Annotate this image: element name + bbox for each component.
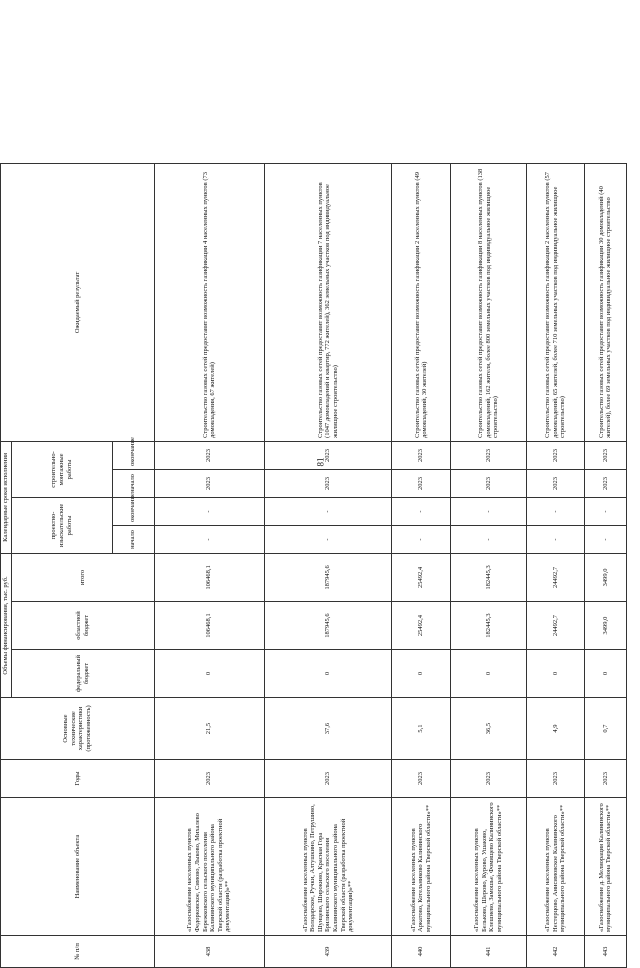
regional-budget: 106468,1 (154, 602, 264, 650)
header-total: итого (11, 553, 154, 601)
federal-budget: 0 (526, 650, 585, 698)
expected-result: Строительство газовых сетей предоставит возможность газификации 30 домовладений (40 жителей), более 69 земельных участков под индивидуальное жилищное строительство (585, 163, 626, 441)
design-start: - (154, 525, 264, 553)
row-length: 21,5 (154, 698, 264, 760)
row-number: 443 (585, 936, 626, 968)
design-start: - (392, 525, 451, 553)
construction-start: 2023 (526, 469, 585, 497)
regional-budget: 182445,3 (450, 602, 526, 650)
header-specs: Основные технические характеристики (протяженность) (1, 698, 155, 760)
row-number: 438 (154, 936, 264, 968)
header-number: № п/п (1, 936, 155, 968)
object-name: «Газоснабжение населенных пунктов Аркатово, Котельниково Калининского муниципального района Тверской области»** (392, 798, 451, 936)
total-budget: 25492,4 (392, 553, 451, 601)
construction-end: 2023 (526, 441, 585, 469)
projects-table (0, 163, 627, 968)
row-length: 0,7 (585, 698, 626, 760)
regional-budget: 187945,6 (264, 602, 392, 650)
construction-end: 2023 (392, 441, 451, 469)
header-terms: Календарные сроки исполнения (1, 441, 12, 553)
regional-budget: 25492,4 (392, 602, 451, 650)
design-end: - (264, 497, 392, 525)
header-constr-end: окончание (112, 441, 154, 469)
row-length: 5,1 (392, 698, 451, 760)
construction-end: 2023 (585, 441, 626, 469)
expected-result: Строительство газовых сетей предоставит возможность газификации 2 населенных пунктов (57 домовладений, 65 жителей, более 710 земельных участков под индивидуальное жилищное строительство) (526, 163, 585, 441)
header-constr-start: начало (112, 469, 154, 497)
federal-budget: 0 (392, 650, 451, 698)
construction-end: 2023 (264, 441, 392, 469)
object-name: «Газоснабжение д. Мелиорация Калининского муниципального района Тверской области»** (585, 798, 626, 936)
row-length: 36,5 (450, 698, 526, 760)
table-row (154, 163, 264, 967)
table-row (450, 163, 526, 967)
design-end: - (585, 497, 626, 525)
design-start: - (450, 525, 526, 553)
row-length: 37,6 (264, 698, 392, 760)
header-design-start: начало (112, 525, 154, 553)
design-start: - (526, 525, 585, 553)
header-funding: Объемы финансирования, тыс. руб. (1, 553, 12, 697)
header-years: Годы (1, 760, 155, 798)
design-end: - (392, 497, 451, 525)
construction-start: 2023 (392, 469, 451, 497)
total-budget: 24492,7 (526, 553, 585, 601)
design-end: - (450, 497, 526, 525)
row-number: 442 (526, 936, 585, 968)
design-start: - (264, 525, 392, 553)
expected-result: Строительство газовых сетей предоставит возможность газификации 4 населенных пунктов (73 домовладения, 67 жителей) (154, 163, 264, 441)
expected-result: Строительство газовых сетей предоставит возможность газификации 7 населенных пунктов (1047 домовладений и квартир, 772 жителей), 362 земельных участков под индивидуальное жилищное строительство) (264, 163, 392, 441)
rotated-table-wrapper (0, 168, 613, 968)
row-number: 441 (450, 936, 526, 968)
regional-budget: 3499,0 (585, 602, 626, 650)
total-budget: 106468,1 (154, 553, 264, 601)
row-year: 2023 (585, 760, 626, 798)
object-name: «Газоснабжение населенных пунктов Володарское, Ручки, Алтушкино, Петрушино, Шунцево, Широкино, Красная Гора Брилинского сельского поселения Калининского муниципального района Тверской области (разработка проектной документации)»** (264, 798, 392, 936)
federal-budget: 0 (264, 650, 392, 698)
table-row (264, 163, 392, 967)
row-number: 440 (392, 936, 451, 968)
header-design-end: окончание (112, 497, 154, 525)
header-construction: строительно-монтажные работы (11, 441, 112, 497)
construction-start: 2023 (450, 469, 526, 497)
expected-result: Строительство газовых сетей предоставит возможность газификации 8 населенных пунктов (138 домовладений, 162 жителя, более 800 земельных участков под индивидуальное жилищное строительство) (450, 163, 526, 441)
design-end: - (526, 497, 585, 525)
row-year: 2023 (154, 760, 264, 798)
table-row (392, 163, 451, 967)
row-year: 2023 (264, 760, 392, 798)
header-object-name: Наименование объекта (1, 798, 155, 936)
object-name: «Газоснабжение населенных пунктов Федорковское, Симово, Лыково, Михалево Бережковского сельского поселения Калининского муниципального района Тверской области (разработка проектной документации)»** (154, 798, 264, 936)
table-row (585, 163, 626, 967)
header-result: Ожидаемый результат (1, 163, 155, 441)
federal-budget: 0 (154, 650, 264, 698)
row-year: 2023 (526, 760, 585, 798)
federal-budget: 0 (450, 650, 526, 698)
construction-end: 2023 (154, 441, 264, 469)
row-year: 2023 (450, 760, 526, 798)
object-name: «Газоснабжение населенных пунктов Нестерцово, Анисимовское Калининского муниципального района Тверской области»** (526, 798, 585, 936)
header-design: проектно-изыскательские работы (11, 497, 112, 553)
total-budget: 3499,0 (585, 553, 626, 601)
object-name: «Газоснабжение населенных пунктов Бельково, Шерово, Курово, Ушаково, Клешнево, Замошье, Фомищево Калининского муниципального района Тверской области»** (450, 798, 526, 936)
total-budget: 182445,3 (450, 553, 526, 601)
regional-budget: 24492,7 (526, 602, 585, 650)
construction-start: 2023 (154, 469, 264, 497)
table-row (526, 163, 585, 967)
row-length: 4,9 (526, 698, 585, 760)
total-budget: 187945,6 (264, 553, 392, 601)
construction-start: 2023 (264, 469, 392, 497)
header-federal: федеральный бюджет (11, 650, 154, 698)
construction-start: 2023 (585, 469, 626, 497)
design-end: - (154, 497, 264, 525)
federal-budget: 0 (585, 650, 626, 698)
design-start: - (585, 525, 626, 553)
page-number: 81 (315, 457, 325, 467)
expected-result: Строительство газовых сетей предоставит возможность газификации 2 населенных пунктов (49 домовладений, 30 жителей) (392, 163, 451, 441)
row-year: 2023 (392, 760, 451, 798)
header-regional: областной бюджет (11, 602, 154, 650)
construction-end: 2023 (450, 441, 526, 469)
row-number: 439 (264, 936, 392, 968)
